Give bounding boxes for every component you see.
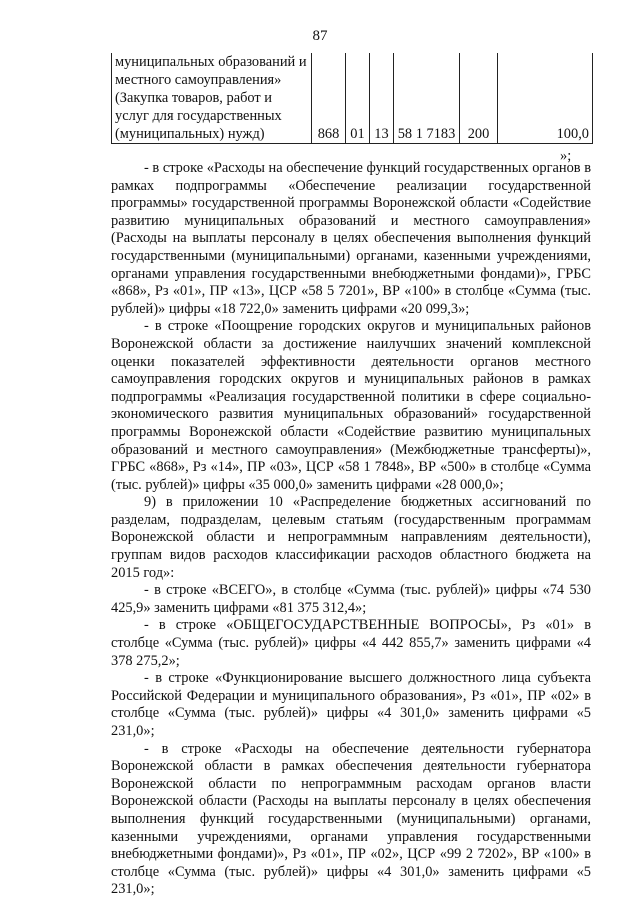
document-body <box>111 160 591 899</box>
table-row <box>112 53 593 144</box>
paragraph: - в строке «ОБЩЕГОСУДАРСТВЕННЫЕ ВОПРОСЫ», Рз «01» в столбце «Сумма (тыс. рублей)» цифры «4 442 855,7» заменить цифрами «4 378 275,2»; <box>111 617 591 669</box>
paragraph: - в строке «Расходы на обеспечение деятельности губернатора Воронежской области в рамках обеспечения деятельности губернатора Воронежской области по непрограммным расходам органов власти Воронежской области (Расходы на выплаты персоналу в целях обеспечения выполнения функций государственными (муниципальными) органами, казенными учреждениями, органами управления государственными внебюджетными фондами)», Рз «01», ПР «02», ЦСР «99 2 7202», ВР «100» в столбце «Сумма (тыс. рублей)» цифры «4 301,0» заменить цифрами «5 231,0»; <box>111 740 591 898</box>
budget-table-fragment <box>111 53 593 144</box>
paragraph: - в строке «Функционирование высшего должностного лица субъекта Российской Федерации и муниципального образования», Рз «01», ПР «02» в столбце «Сумма (тыс. рублей)» цифры «4 301,0» заменить цифрами «5 231,0»; <box>111 670 591 739</box>
grbs-cell: 868 <box>312 53 346 144</box>
amount-cell: 100,0 <box>498 53 593 144</box>
paragraph: - в строке «Расходы на обеспечение функций государственных органов в рамках подпрограммы «Обеспечение реализации государственной программы» государственной программы Воронежской области «Содействие развитию муниципальных образований и местного самоуправления» (Расходы на выплаты персоналу в целях обеспечения выполнения функций государственными (муниципальными) органами, казенными учреждениями, органами управления государственными внебюджетными фондами)», ГРБС «868», Рз «01», ПР «13», ЦСР «58 5 7201», ВР «100» в столбце «Сумма (тыс. рублей)» цифры «18 722,0» заменить цифрами «20 099,3»; <box>111 160 591 317</box>
paragraph: - в строке «Поощрение городских округов и муниципальных районов Воронежской области за достижение наилучших значений комплексной оценки показателей эффективности деятельности органов местного самоуправления городских округов и муниципальных районов в рамках подпрограммы «Реализация государственной политики в сфере социально-экономического развития муниципальных образований» государственной программы Воронежской области «Содействие развитию муниципальных образований и местного самоуправления» (Межбюджетные трансферты)», ГРБС «868», Рз «14», ПР «03», ЦСР «58 1 7848», ВР «500» в столбце «Сумма (тыс. рублей)» цифры «35 000,0» заменить цифрами «28 000,0»; <box>111 318 591 493</box>
paragraph: 9) в приложении 10 «Распределение бюджетных ассигнований по разделам, подразделам, целевым статьям (государственным программам Воронежской области и непрограммным направлениям деятельности), группам видов расходов классификации расходов областного бюджета на 2015 год»: <box>111 494 591 581</box>
pr-cell: 13 <box>370 53 394 144</box>
vr-cell: 200 <box>460 53 498 144</box>
csr-cell: 58 1 7183 <box>394 53 460 144</box>
page-number: 87 <box>312 28 328 44</box>
row-name-cell: муниципальных образований и местного самоуправления» (Закупка товаров, работ и услуг для государственных (муниципальных) нужд) <box>112 53 312 144</box>
paragraph: - в строке «ВСЕГО», в столбце «Сумма (тыс. рублей)» цифры «74 530 425,9» заменить цифрами «81 375 312,4»; <box>111 582 591 616</box>
closing-quote-mark: »; <box>560 148 572 164</box>
rz-cell: 01 <box>346 53 370 144</box>
